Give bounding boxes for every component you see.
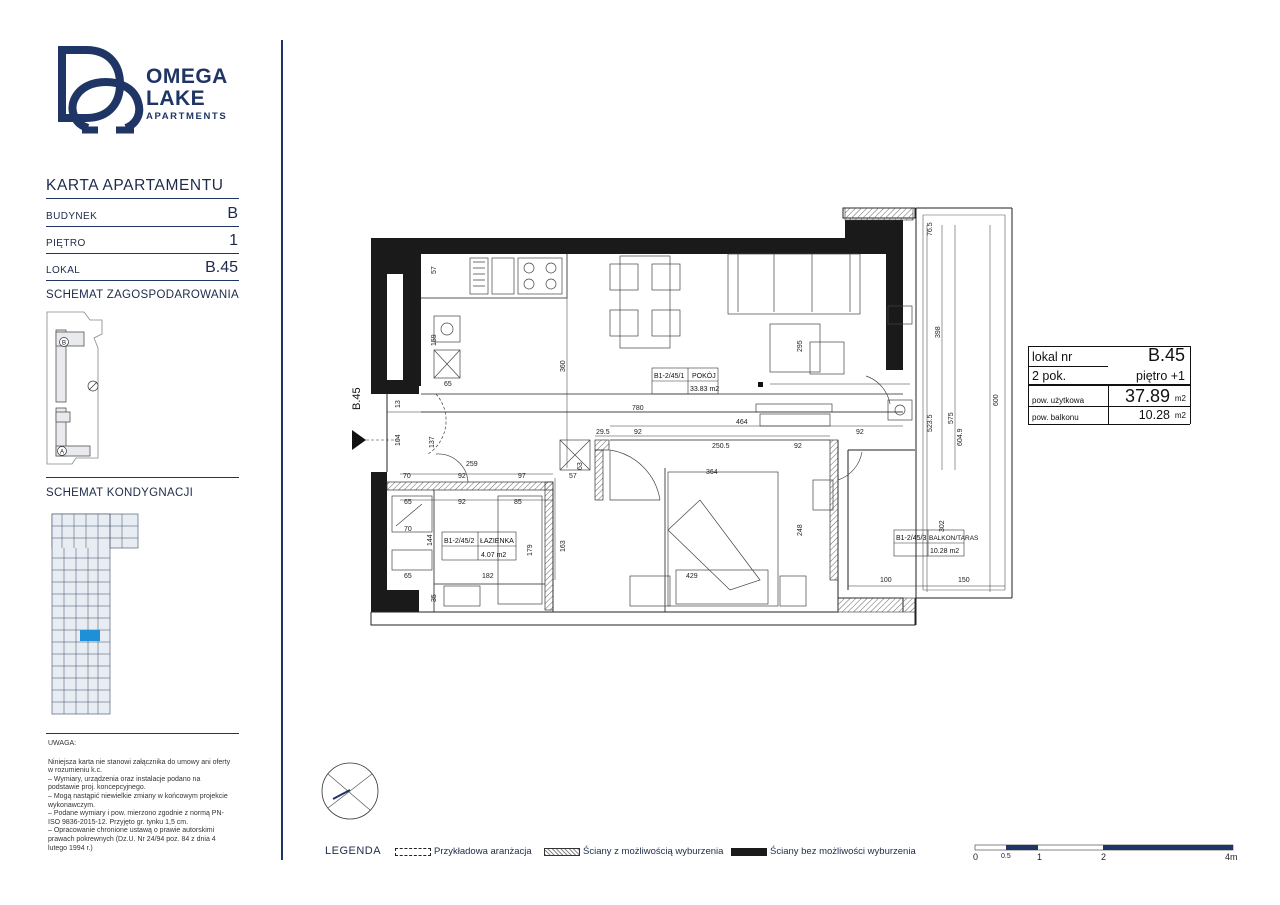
svg-text:248: 248	[797, 524, 804, 536]
svg-text:29.5: 29.5	[596, 429, 610, 436]
note-line-3: – Mogą nastąpić niewielkie zmiany w końcowym projekcie wykonawczym.	[48, 792, 228, 809]
room-name-bath: ŁAZIENKA	[480, 538, 514, 545]
svg-text:575: 575	[948, 412, 955, 424]
room-code-bath: B1-2/45/2	[444, 538, 475, 545]
logo-line-3: APARTMENTS	[146, 111, 228, 122]
legend-title: LEGENDA	[325, 845, 382, 857]
note-line-4: – Podane wymiary i pow. mierzono zgodnie z normą PN-ISO 9836-2015-12. Przyjęto gr. tynku 1,5 cm.	[48, 810, 224, 826]
svg-text:144: 144	[427, 534, 434, 546]
logo-line-2: LAKE	[146, 87, 206, 110]
svg-text:92: 92	[794, 443, 802, 450]
structural-walls	[371, 220, 903, 612]
room-name-balcony: BALKON/TARAS	[929, 535, 979, 542]
dashed-swatch-icon	[395, 848, 431, 856]
legend-item-structural	[731, 846, 916, 857]
svg-text:295: 295	[797, 340, 804, 352]
scale-label-4: 4m	[1225, 852, 1238, 862]
svg-text:92: 92	[458, 473, 466, 480]
dining-set	[610, 256, 680, 348]
svg-text:364: 364	[706, 469, 718, 476]
svg-text:70: 70	[403, 473, 411, 480]
svg-text:163: 163	[560, 540, 567, 552]
unit-value: B.45	[205, 259, 238, 276]
svg-text:182: 182	[482, 573, 494, 580]
usable-area-unit: m2	[1174, 394, 1186, 403]
room-code-balcony: B1-2/45/3	[896, 535, 927, 542]
kitchen	[434, 258, 562, 378]
north-arrow-icon	[322, 763, 378, 819]
note-heading: UWAGA:	[48, 740, 77, 747]
logo-line-1: OMEGA	[146, 65, 228, 88]
svg-text:398: 398	[935, 326, 942, 338]
svg-text:57: 57	[569, 473, 577, 480]
svg-text:159: 159	[431, 334, 438, 346]
building-value: B	[227, 205, 238, 222]
floor-value: 1	[229, 232, 238, 249]
svg-text:97: 97	[518, 473, 526, 480]
unit-number-value: B.45	[1147, 345, 1185, 365]
balcony-area-value: 10.28	[1138, 408, 1170, 422]
svg-text:150: 150	[958, 577, 970, 584]
svg-text:104: 104	[395, 434, 402, 446]
svg-text:92: 92	[634, 429, 642, 436]
svg-text:780: 780	[632, 405, 644, 412]
solid-swatch-icon	[731, 848, 767, 856]
building-label: BUDYNEK	[46, 211, 98, 222]
site-marker-b: B	[61, 340, 67, 347]
scale-label-0: 0	[973, 852, 979, 862]
svg-text:85: 85	[514, 499, 522, 506]
note-line-5: – Opracowanie chronione ustawą o prawie autorskimi prawach pokrewnych (Dz.U. Nr 24/94 poz. 84 z dnia 4 lutego 1994 r.)	[48, 827, 216, 852]
card-title: KARTA APARTAMENTU	[46, 177, 224, 194]
note-line-1: Niniejsza karta nie stanowi załącznika do umowy ani oferty w rozumieniu k.c.	[48, 758, 231, 775]
floor-info: piętro +1	[1136, 369, 1185, 383]
note-line-2: – Wymiary, urządzenia oraz instalacje podano na podstawie proj. koncepcyjnego.	[48, 775, 201, 792]
svg-text:600: 600	[993, 394, 1000, 406]
site-plan-title: SCHEMAT ZAGOSPODAROWANIA	[46, 289, 239, 301]
svg-text:523.5: 523.5	[927, 414, 934, 432]
floor-label: PIĘTRO	[46, 238, 86, 249]
svg-text:65: 65	[444, 381, 452, 388]
legend-item-arrangement	[395, 846, 532, 857]
svg-text:360: 360	[560, 360, 567, 372]
scale-label-1: 1	[1037, 852, 1043, 862]
svg-text:464: 464	[736, 419, 748, 426]
svg-text:76.5: 76.5	[927, 222, 934, 236]
svg-text:100: 100	[880, 577, 892, 584]
svg-text:92: 92	[458, 499, 466, 506]
scale-bar	[973, 844, 1238, 864]
room-area-balcony: 10.28 m2	[930, 548, 960, 555]
room-area-bath: 4.07 m2	[481, 552, 507, 559]
svg-text:65: 65	[404, 499, 412, 506]
svg-text:35: 35	[431, 594, 438, 602]
site-marker-a: A	[59, 449, 65, 456]
svg-text:259: 259	[466, 461, 478, 468]
legend-structural-label: Ściany bez możliwości wyburzenia	[770, 846, 916, 857]
partition-walls	[387, 440, 838, 610]
svg-text:429: 429	[686, 573, 698, 580]
living-furniture	[728, 254, 860, 426]
floor-schema-title: SCHEMAT KONDYGNACJI	[46, 487, 194, 499]
room-code-living: B1-2/45/1	[654, 373, 685, 380]
room-area-living: 33.83 m2	[690, 386, 720, 393]
legend-demolishable-label: Ściany z możliwością wyburzenia	[583, 846, 724, 857]
svg-text:179: 179	[527, 544, 534, 556]
rooms-count: 2 pok.	[1032, 369, 1067, 383]
svg-text:57: 57	[431, 266, 438, 274]
svg-text:65: 65	[404, 573, 412, 580]
svg-text:250.5: 250.5	[712, 443, 730, 450]
usable-area-label: pow. użytkowa	[1032, 396, 1085, 405]
unit-label: LOKAL	[46, 265, 81, 276]
entrance-arrow-icon	[352, 430, 366, 450]
scale-label-half: 0.5	[1001, 853, 1011, 860]
scale-label-2: 2	[1101, 852, 1107, 862]
svg-text:63: 63	[577, 462, 584, 470]
legend-arrangement-label: Przykładowa aranżacja	[434, 846, 532, 857]
scale-bar-graphic	[973, 844, 1235, 852]
svg-text:92: 92	[856, 429, 864, 436]
usable-area-value: 37.89	[1124, 386, 1170, 406]
hatched-swatch-icon	[544, 848, 580, 856]
unit-side-label: B.45	[351, 387, 363, 410]
svg-text:13: 13	[395, 400, 402, 408]
balcony-area-label: pow. balkonu	[1032, 413, 1079, 422]
svg-text:137: 137	[429, 436, 436, 448]
unit-info-box	[1028, 346, 1190, 424]
legend-item-demolishable	[544, 846, 723, 857]
room-name-living: POKÓJ	[692, 373, 716, 380]
svg-text:70: 70	[404, 526, 412, 533]
svg-text:604.9: 604.9	[957, 428, 964, 446]
balcony-area-unit: m2	[1174, 411, 1186, 420]
svg-text:302: 302	[939, 520, 946, 532]
unit-number-label: lokal nr	[1032, 350, 1073, 364]
